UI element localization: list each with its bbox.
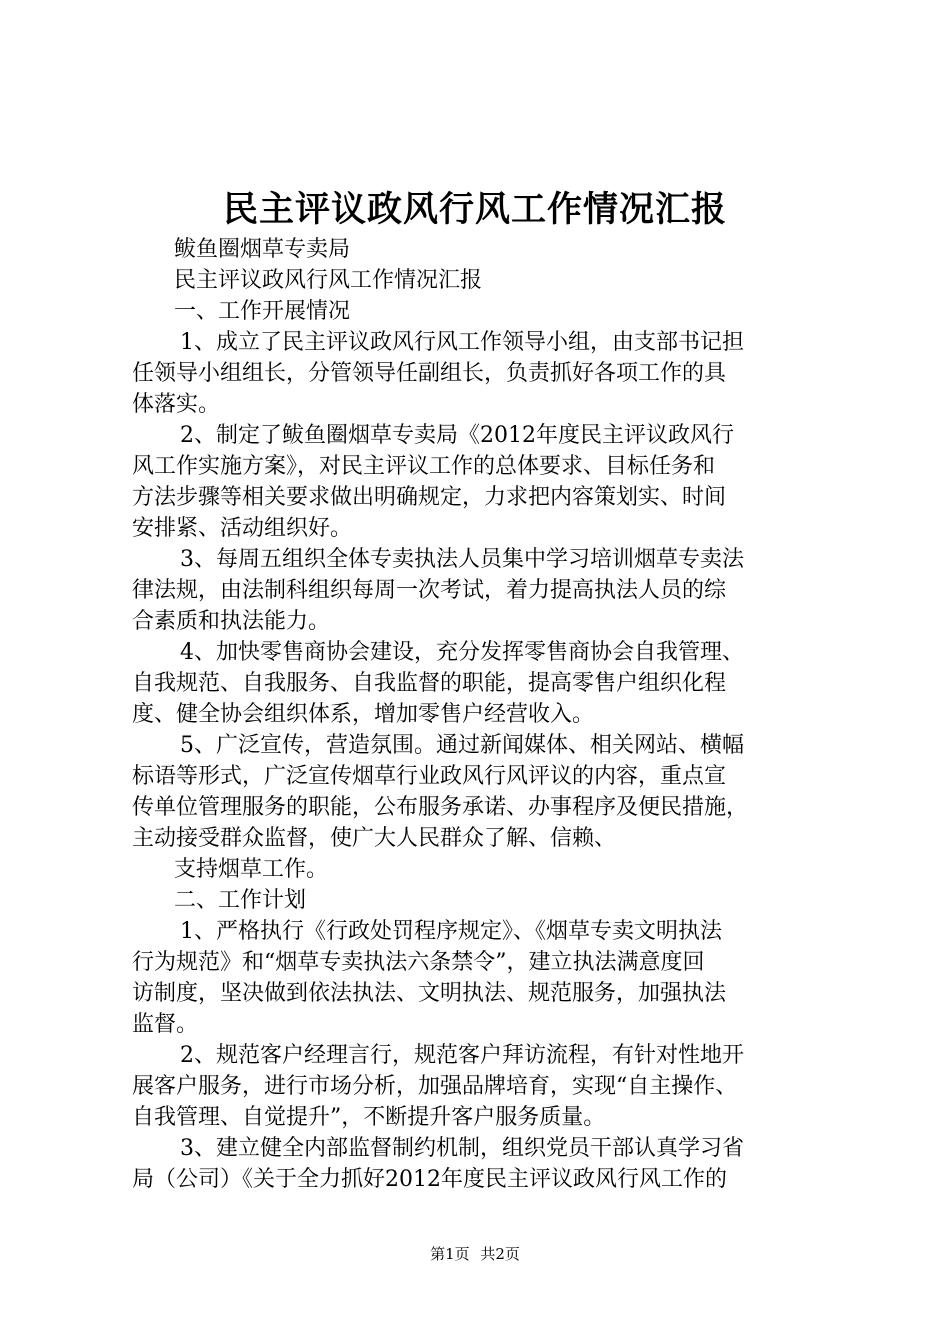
paragraph-line: 民主评议政风行风工作情况汇报 bbox=[174, 268, 483, 293]
paragraph-line: 1、严格执行《行政处罚程序规定》、《烟草专卖文明执法 bbox=[180, 919, 722, 944]
paragraph-line: 律法规，由法制科组织每周一次考试，着力提高执法人员的综 bbox=[132, 578, 727, 603]
paragraph-line: 监督。 bbox=[132, 1012, 199, 1037]
page-total: 共2页 bbox=[480, 1245, 520, 1263]
paragraph-line: 支持烟草工作。 bbox=[174, 857, 329, 882]
paragraph-line: 行为规范》和“烟草专卖执法六条禁令”，建立执法满意度回 bbox=[132, 950, 705, 975]
paragraph-line: 主动接受群众监督，使广大人民群众了解、信赖、 bbox=[132, 826, 617, 851]
paragraph-line: 鲅鱼圈烟草专卖局 bbox=[174, 237, 351, 262]
paragraph-line: 3、每周五组织全体专卖执法人员集中学习培训烟草专卖法 bbox=[180, 547, 744, 572]
page-footer bbox=[0, 1244, 950, 1264]
page-number: 第1页 bbox=[430, 1245, 470, 1263]
document-title: 民主评议政风行风工作情况汇报 bbox=[222, 189, 727, 230]
paragraph-line: 合素质和执法能力。 bbox=[132, 609, 331, 634]
section-heading: 一、工作开展情况 bbox=[174, 299, 351, 324]
paragraph-line: 自我规范、自我服务、自我监督的职能，提高零售户组织化程 bbox=[132, 671, 727, 696]
document-body bbox=[132, 234, 832, 1195]
paragraph-line: 1、成立了民主评议政风行风工作领导小组，由支部书记担 bbox=[180, 330, 744, 355]
paragraph-line: 任领导小组组长，分管领导任副组长，负责抓好各项工作的具 bbox=[132, 361, 727, 386]
section-heading: 二、工作计划 bbox=[174, 888, 307, 913]
paragraph-line: 安排紧、活动组织好。 bbox=[132, 516, 353, 541]
paragraph-line: 展客户服务，进行市场分析，加强品牌培育，实现“自主操作、 bbox=[132, 1074, 738, 1099]
paragraph-line: 5、广泛宣传，营造氛围。通过新闻媒体、相关网站、横幅 bbox=[180, 733, 744, 758]
paragraph-line: 2、规范客户经理言行，规范客户拜访流程，有针对性地开 bbox=[180, 1043, 744, 1068]
paragraph-line: 体落实。 bbox=[132, 392, 221, 417]
paragraph-line: 访制度，坚决做到依法执法、文明执法、规范服务，加强执法 bbox=[132, 981, 727, 1006]
paragraph-line: 2、制定了鲅鱼圈烟草专卖局《2012年度民主评议政风行 bbox=[180, 423, 734, 448]
paragraph-line: 方法步骤等相关要求做出明确规定，力求把内容策划实、时间 bbox=[132, 485, 727, 510]
paragraph-line: 3、建立健全内部监督制约机制，组织党员干部认真学习省 bbox=[180, 1136, 744, 1161]
paragraph-line: 标语等形式，广泛宣传烟草行业政风行风评议的内容，重点宣 bbox=[132, 764, 727, 789]
paragraph-line: 风工作实施方案》，对民主评议工作的总体要求、目标任务和 bbox=[132, 454, 716, 479]
paragraph-line: 度、健全协会组织体系，增加零售户经营收入。 bbox=[132, 702, 595, 727]
paragraph-line: 传单位管理服务的职能，公布服务承诺、办事程序及便民措施， bbox=[132, 795, 749, 820]
paragraph-line: 4、加快零售商协会建设，充分发挥零售商协会自我管理、 bbox=[180, 640, 744, 665]
paragraph-line: 局（公司）《关于全力抓好2012年度民主评议政风行风工作的 bbox=[132, 1167, 727, 1192]
paragraph-line: 自我管理、自觉提升”，不断提升客户服务质量。 bbox=[132, 1105, 606, 1130]
